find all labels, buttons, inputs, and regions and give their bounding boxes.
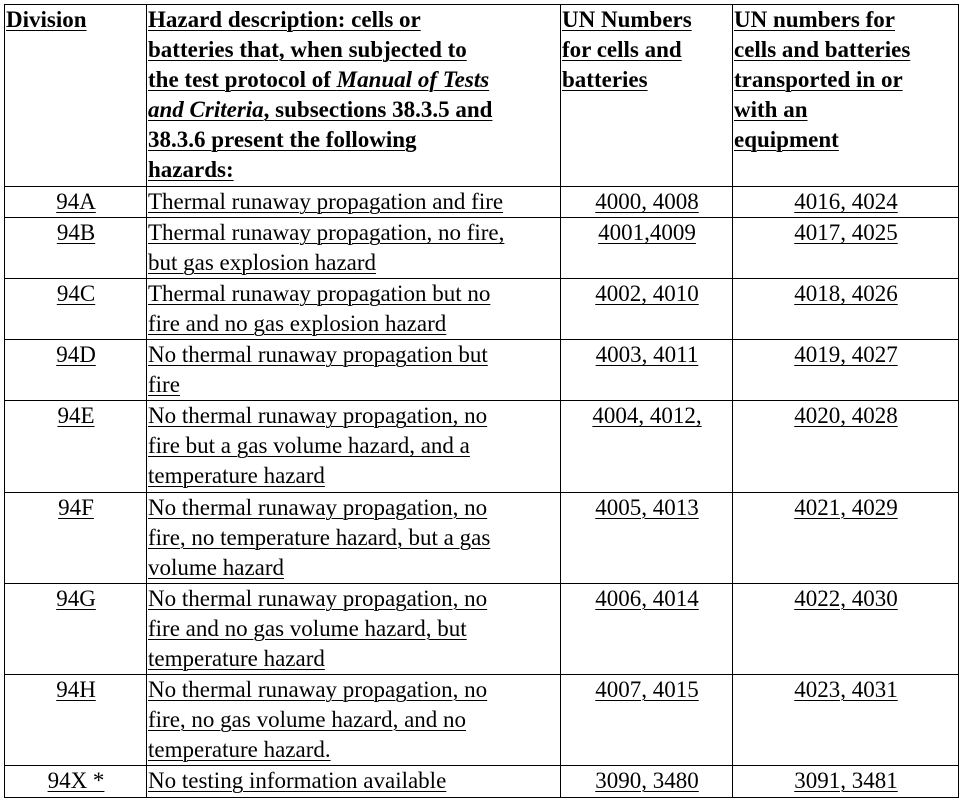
hazard-cell: [147, 279, 561, 340]
hazard-cell: [147, 187, 561, 218]
un-cells-numbers: 3090, 3480: [595, 767, 699, 793]
hazard-text-line: fire but a gas volume hazard, and a: [148, 433, 470, 459]
un-cells-numbers: 4002, 4010: [595, 281, 699, 307]
header-un-equipment-line-4: with an: [734, 97, 808, 122]
hazard-cell: [147, 765, 561, 797]
table-row-94a: [5, 187, 959, 218]
hazard-text-line: No thermal runaway propagation but: [148, 342, 488, 368]
header-un-equipment-line-2: cells and batteries: [734, 37, 911, 62]
table-row-94h: [5, 674, 959, 765]
un-equipment-numbers: 3091, 3481: [794, 767, 898, 793]
hazard-text-line: fire, no gas volume hazard, and no: [148, 706, 467, 732]
un-cells-numbers: 4001,4009: [598, 220, 696, 246]
division-code: 94X *: [47, 767, 105, 793]
hazard-cell: [147, 218, 561, 279]
division-cell: [5, 279, 147, 340]
un-cells-cell: [561, 583, 733, 674]
un-equipment-cell: [733, 279, 959, 340]
un-equipment-numbers: 4021, 4029: [794, 494, 898, 520]
header-un-cells-line-3: batteries: [562, 67, 648, 92]
division-code: 94A: [56, 189, 96, 215]
un-cells-numbers: 4007, 4015: [595, 676, 699, 702]
header-hazard-manual-title-a: Manual of Tests: [336, 67, 490, 92]
hazard-cell: [147, 492, 561, 583]
un-cells-cell: [561, 401, 733, 492]
header-hazard-line-2: batteries that, when subjected to: [148, 37, 467, 62]
header-hazard-description: [147, 5, 561, 187]
division-cell: [5, 583, 147, 674]
un-equipment-cell: [733, 340, 959, 401]
header-hazard-line-5: 38.3.6 present the following: [148, 127, 417, 152]
hazard-text-line: Thermal runaway propagation but no: [148, 281, 491, 307]
hazard-text-line: Thermal runaway propagation and fire: [148, 189, 504, 215]
header-un-equipment: [733, 5, 959, 187]
division-code: 94G: [56, 585, 96, 611]
un-cells-cell: [561, 674, 733, 765]
un-cells-numbers: 4006, 4014: [595, 585, 699, 611]
un-equipment-cell: [733, 674, 959, 765]
header-un-cells-line-1: UN Numbers: [562, 7, 692, 32]
un-cells-cell: [561, 218, 733, 279]
division-cell: [5, 340, 147, 401]
header-hazard-manual-title-b: and Criteria: [148, 97, 264, 122]
header-hazard-line-4b: , subsections 38.3.5 and: [263, 97, 493, 122]
header-hazard-line-3a: the test protocol of: [148, 67, 337, 92]
hazard-text-line: temperature hazard.: [148, 736, 331, 762]
header-un-equipment-line-1: UN numbers for: [734, 7, 895, 32]
header-hazard-line-3: [148, 65, 560, 95]
division-cell: [5, 401, 147, 492]
hazard-cell: [147, 674, 561, 765]
header-un-cells: [561, 5, 733, 187]
un-equipment-cell: [733, 187, 959, 218]
division-cell: [5, 674, 147, 765]
un-equipment-numbers: 4019, 4027: [794, 342, 898, 368]
un-equipment-cell: [733, 218, 959, 279]
header-division: [5, 5, 147, 187]
hazard-text-line: No thermal runaway propagation, no: [148, 494, 488, 520]
hazard-text-line: volume hazard: [148, 554, 285, 580]
un-equipment-cell: [733, 765, 959, 797]
table-row-94x: [5, 765, 959, 797]
un-cells-cell: [561, 765, 733, 797]
hazard-text-line: temperature hazard: [148, 645, 325, 671]
table-row-94d: [5, 340, 959, 401]
un-equipment-numbers: 4018, 4026: [794, 281, 898, 307]
hazard-text-line: fire and no gas volume hazard, but: [148, 615, 467, 641]
header-un-equipment-line-3: transported in or: [734, 67, 903, 92]
un-equipment-numbers: 4023, 4031: [794, 676, 898, 702]
hazard-text-line: No thermal runaway propagation, no: [148, 403, 488, 429]
division-code: 94C: [56, 281, 96, 307]
un-equipment-cell: [733, 583, 959, 674]
header-hazard-line-4: [148, 95, 560, 125]
un-equipment-numbers: 4022, 4030: [794, 585, 898, 611]
hazard-text-line: fire and no gas explosion hazard: [148, 311, 447, 337]
un-cells-numbers: 4005, 4013: [595, 494, 699, 520]
header-hazard-line-1: Hazard description: cells or: [148, 7, 421, 32]
header-division-label: Division: [6, 7, 87, 32]
un-cells-cell: [561, 492, 733, 583]
hazard-text-line: Thermal runaway propagation, no fire,: [148, 220, 505, 246]
division-code: 94F: [58, 494, 94, 520]
table-row-94g: [5, 583, 959, 674]
header-un-cells-line-2: for cells and: [562, 37, 682, 62]
un-cells-cell: [561, 279, 733, 340]
un-cells-cell: [561, 340, 733, 401]
hazard-text-line: No thermal runaway propagation, no: [148, 676, 488, 702]
hazard-cell: [147, 340, 561, 401]
table-row-94c: [5, 279, 959, 340]
header-un-equipment-line-5: equipment: [734, 127, 839, 152]
division-code: 94D: [56, 342, 96, 368]
hazard-division-table: [4, 4, 959, 798]
hazard-text-line: temperature hazard: [148, 463, 325, 489]
table-row-94b: [5, 218, 959, 279]
division-cell: [5, 492, 147, 583]
un-equipment-cell: [733, 401, 959, 492]
un-equipment-numbers: 4020, 4028: [794, 403, 898, 429]
hazard-cell: [147, 583, 561, 674]
table-row-94f: [5, 492, 959, 583]
un-equipment-cell: [733, 492, 959, 583]
hazard-text-line: No thermal runaway propagation, no: [148, 585, 488, 611]
hazard-text-line: fire: [148, 372, 180, 398]
un-cells-numbers: 4003, 4011: [595, 342, 699, 368]
un-cells-numbers: 4000, 4008: [595, 189, 699, 215]
division-cell: [5, 765, 147, 797]
un-cells-cell: [561, 187, 733, 218]
hazard-text-line: fire, no temperature hazard, but a gas: [148, 524, 491, 550]
un-equipment-numbers: 4017, 4025: [794, 220, 898, 246]
hazard-text-line: but gas explosion hazard: [148, 250, 377, 276]
division-code: 94E: [57, 403, 95, 429]
division-cell: [5, 218, 147, 279]
division-code: 94B: [56, 220, 96, 246]
division-code: 94H: [56, 676, 96, 702]
division-cell: [5, 187, 147, 218]
table-header-row: [5, 5, 959, 187]
table-row-94e: [5, 401, 959, 492]
un-cells-numbers: 4004, 4012,: [592, 403, 702, 429]
un-equipment-numbers: 4016, 4024: [794, 189, 898, 215]
hazard-text-line: No testing information available: [148, 767, 447, 793]
hazard-cell: [147, 401, 561, 492]
header-hazard-line-6: hazards:: [148, 157, 234, 182]
